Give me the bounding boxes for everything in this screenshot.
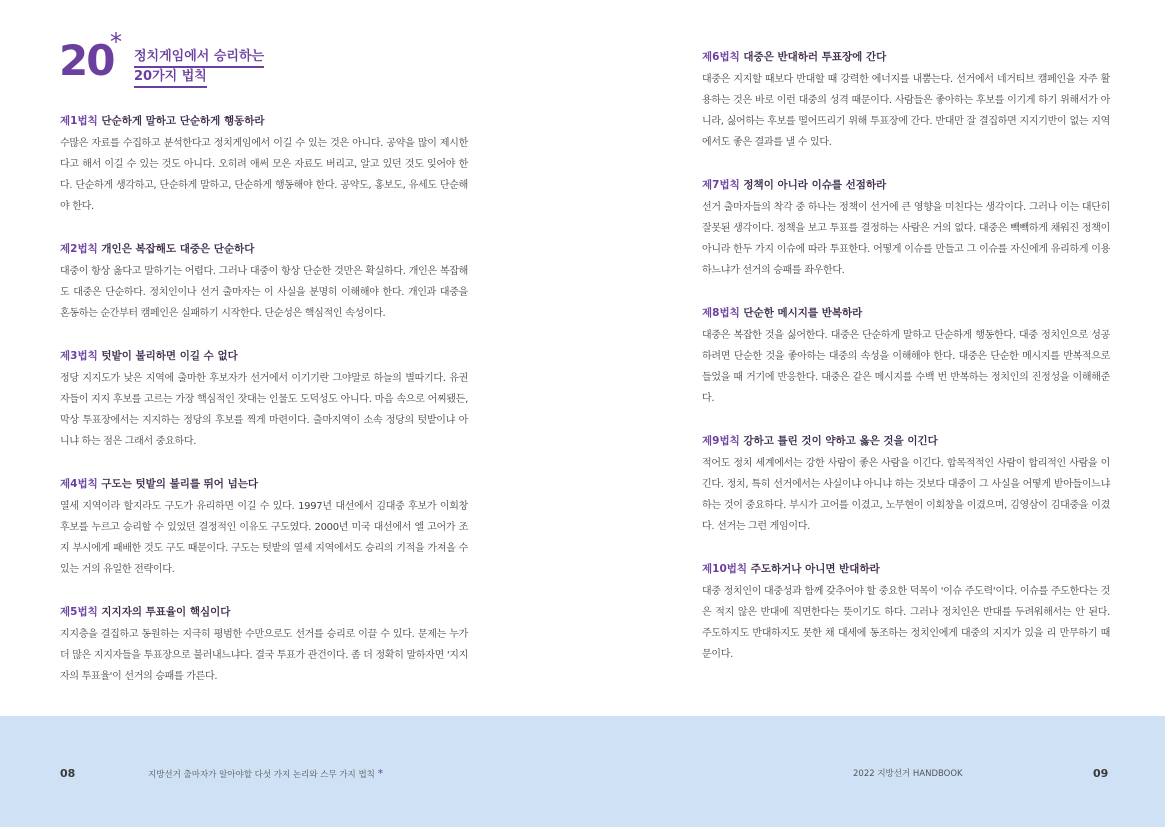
law-number: 제5법칙 bbox=[60, 606, 98, 618]
law-number: 제6법칙 bbox=[702, 51, 740, 63]
law-body: 대중 정치인이 대중성과 함께 갖추어야 할 중요한 덕목이 '이슈 주도력'이다. 이슈를 주도한다는 것은 적지 않은 반대에 직면한다는 뜻이기도 하다. 그러나 정치인은 반대를 두려워해서는 안 된다. 주도하지도 반대하지도 못한 채 대세에 동조하는 정치인에게 대중의 지지가 있을 리 만무하기 때문이다. bbox=[702, 586, 1110, 660]
law-title: 주도하거나 아니면 반대하라 bbox=[750, 563, 880, 575]
law-heading bbox=[60, 241, 468, 257]
law-section bbox=[60, 476, 468, 580]
left-running-title-text: 지방선거 출마자가 알아야할 다섯 가지 논리와 스무 가지 법칙 bbox=[148, 770, 375, 780]
law-heading bbox=[702, 561, 1110, 577]
title-number: 20 bbox=[59, 36, 114, 85]
right-page-number: 09 bbox=[1093, 767, 1109, 780]
law-number: 제8법칙 bbox=[702, 307, 740, 319]
law-body: 열세 지역이라 할지라도 구도가 유리하면 이길 수 있다. 1997년 대선에서 김대중 후보가 이회창 후보를 누르고 승리할 수 있었던 결정적인 이유도 구도였다. 2000년 미국 대선에서 엘 고어가 조지 부시에게 패배한 것도 구도 때문이다. 구도는 텃밭의 열세 지역에서도 승리의 기적을 가져올 수 있는 거의 유일한 전략이다. bbox=[60, 501, 468, 575]
law-title: 개인은 복잡해도 대중은 단순하다 bbox=[101, 243, 255, 255]
law-title: 지지자의 투표율이 핵심이다 bbox=[101, 606, 231, 618]
law-number: 제7법칙 bbox=[702, 179, 740, 191]
law-body: 수많은 자료를 수집하고 분석한다고 정치게임에서 이길 수 있는 것은 아니다. 공약을 많이 제시한다고 해서 이길 수 있는 것도 아니다. 오히려 애써 모은 자료도 버리고, 알고 있던 것도 잊어야 한다. 단순하게 생각하고, 단순하게 말하고, 단순하게 행동해야 한다. 공약도, 홍보도, 유세도 단순해야 한다. bbox=[60, 138, 468, 212]
law-title: 대중은 반대하러 투표장에 간다 bbox=[743, 51, 887, 63]
law-heading bbox=[702, 177, 1110, 193]
law-heading bbox=[60, 113, 468, 129]
law-body: 대중은 지지할 때보다 반대할 때 강력한 에너지를 내뿜는다. 선거에서 네거티브 캠페인을 자주 활용하는 것은 바로 이런 대중의 성격 때문이다. 사람들은 좋아하는 후보를 이기게 하기 위해서가 아니라, 싫어하는 후보를 떨어뜨리기 위해 투표장에 간다. 반대만 잘 결집하면 지지기반이 없는 지역에서도 좋은 결과를 낼 수 있다. bbox=[702, 74, 1110, 148]
law-body: 대중은 복잡한 것을 싫어한다. 대중은 단순하게 말하고 단순하게 행동한다. 대중 정치인으로 성공하려면 단순한 것을 좋아하는 대중의 속성을 이해해야 한다. 대중은 단순한 메시지를 반복적으로 들었을 때 거기에 반응한다. 대중은 같은 메시지를 수백 번 반복하는 정치인의 진정성을 이해해준다. bbox=[702, 330, 1110, 404]
law-heading bbox=[60, 476, 468, 492]
law-heading bbox=[60, 348, 468, 364]
law-body: 지지층을 결집하고 동원하는 지극히 평범한 수만으로도 선거를 승리로 이끌 수 있다. 문제는 누가 더 많은 지지자들을 투표장으로 불러내느냐다. 결국 투표가 관건이다. 좀 더 정확히 말하자면 '지지자의 투표율'이 선거의 승패를 가른다. bbox=[60, 629, 468, 682]
law-heading bbox=[702, 305, 1110, 321]
law-section bbox=[60, 348, 468, 452]
title-line-2: 20가지 법칙 bbox=[134, 70, 207, 88]
law-number: 제1법칙 bbox=[60, 115, 98, 127]
law-section bbox=[702, 305, 1110, 409]
star-icon: * bbox=[110, 28, 122, 56]
law-title: 텃밭이 불리하면 이길 수 없다 bbox=[101, 350, 238, 362]
law-section bbox=[702, 49, 1110, 153]
law-number: 제4법칙 bbox=[60, 478, 98, 490]
law-heading bbox=[702, 49, 1110, 65]
law-body: 대중이 항상 옳다고 말하기는 어렵다. 그러나 대중이 항상 단순한 것만은 확실하다. 개인은 복잡해도 대중은 단순하다. 정치인이나 선거 출마자는 이 사실을 분명히 이해해야 한다. 개인과 대중을 혼동하는 순간부터 캠페인은 실패하기 시작한다. 단순성은 핵심적인 속성이다. bbox=[60, 266, 468, 319]
right-running-title: 2022 지방선거 HANDBOOK bbox=[853, 769, 963, 779]
law-section bbox=[60, 241, 468, 324]
law-title: 강하고 틀린 것이 약하고 옳은 것을 이긴다 bbox=[743, 435, 938, 447]
law-section bbox=[60, 113, 468, 217]
law-heading bbox=[60, 604, 468, 620]
law-number: 제2법칙 bbox=[60, 243, 98, 255]
law-section bbox=[702, 561, 1110, 665]
law-number: 제10법칙 bbox=[702, 563, 748, 575]
law-body: 적어도 정치 세계에서는 강한 사람이 좋은 사람을 이긴다. 합목적적인 사람이 합리적인 사람을 이긴다. 정치, 특히 선거에서는 사실이냐 아니냐 하는 것보다 대중이 그 사실을 어떻게 받아들이느냐 하는 것이 중요하다. 부시가 고어를 이겼고, 노무현이 이회창을 이겼으며, 김영삼이 김대중을 이겼다. 선거는 그런 게임이다. bbox=[702, 458, 1110, 532]
right-column bbox=[702, 49, 1110, 689]
title-line-1: 정치게임에서 승리하는 bbox=[134, 50, 264, 68]
law-title: 구도는 텃밭의 불리를 뛰어 넘는다 bbox=[101, 478, 259, 490]
law-body: 정당 지지도가 낮은 지역에 출마한 후보자가 선거에서 이기기란 그야말로 하늘의 별따기다. 유권자들이 지지 후보를 고르는 가장 핵심적인 잣대는 인물도 도덕성도 아니다. 마음 속으로 어찌됐든, 막상 투표장에서는 지지하는 정당의 후보를 찍게 마련이다. 출마지역이 소속 정당의 텃밭이냐 아니냐 하는 점은 그래서 중요하다. bbox=[60, 373, 468, 447]
law-body: 선거 출마자들의 착각 중 하나는 정책이 선거에 큰 영향을 미친다는 생각이다. 그러나 이는 대단히 잘못된 생각이다. 정책을 보고 투표를 결정하는 사람은 거의 없다. 대중은 빽빽하게 채워진 정책이 아니라 한두 가지 이슈에 따라 투표한다. 어떻게 이슈를 만들고 그 이슈를 자신에게 유리하게 이용하느냐가 선거의 승패를 좌우한다. bbox=[702, 202, 1110, 276]
law-section bbox=[702, 177, 1110, 281]
left-running-title bbox=[148, 767, 383, 780]
law-section bbox=[702, 433, 1110, 537]
law-number: 제3법칙 bbox=[60, 350, 98, 362]
law-title: 단순한 메시지를 반복하라 bbox=[743, 307, 863, 319]
law-title: 단순하게 말하고 단순하게 행동하라 bbox=[101, 115, 265, 127]
law-heading bbox=[702, 433, 1110, 449]
left-page-number: 08 bbox=[60, 767, 76, 780]
law-title: 정책이 아니라 이슈를 선점하라 bbox=[743, 179, 887, 191]
law-section bbox=[60, 604, 468, 687]
law-number: 제9법칙 bbox=[702, 435, 740, 447]
star-icon: * bbox=[377, 767, 384, 780]
left-column bbox=[60, 113, 468, 711]
